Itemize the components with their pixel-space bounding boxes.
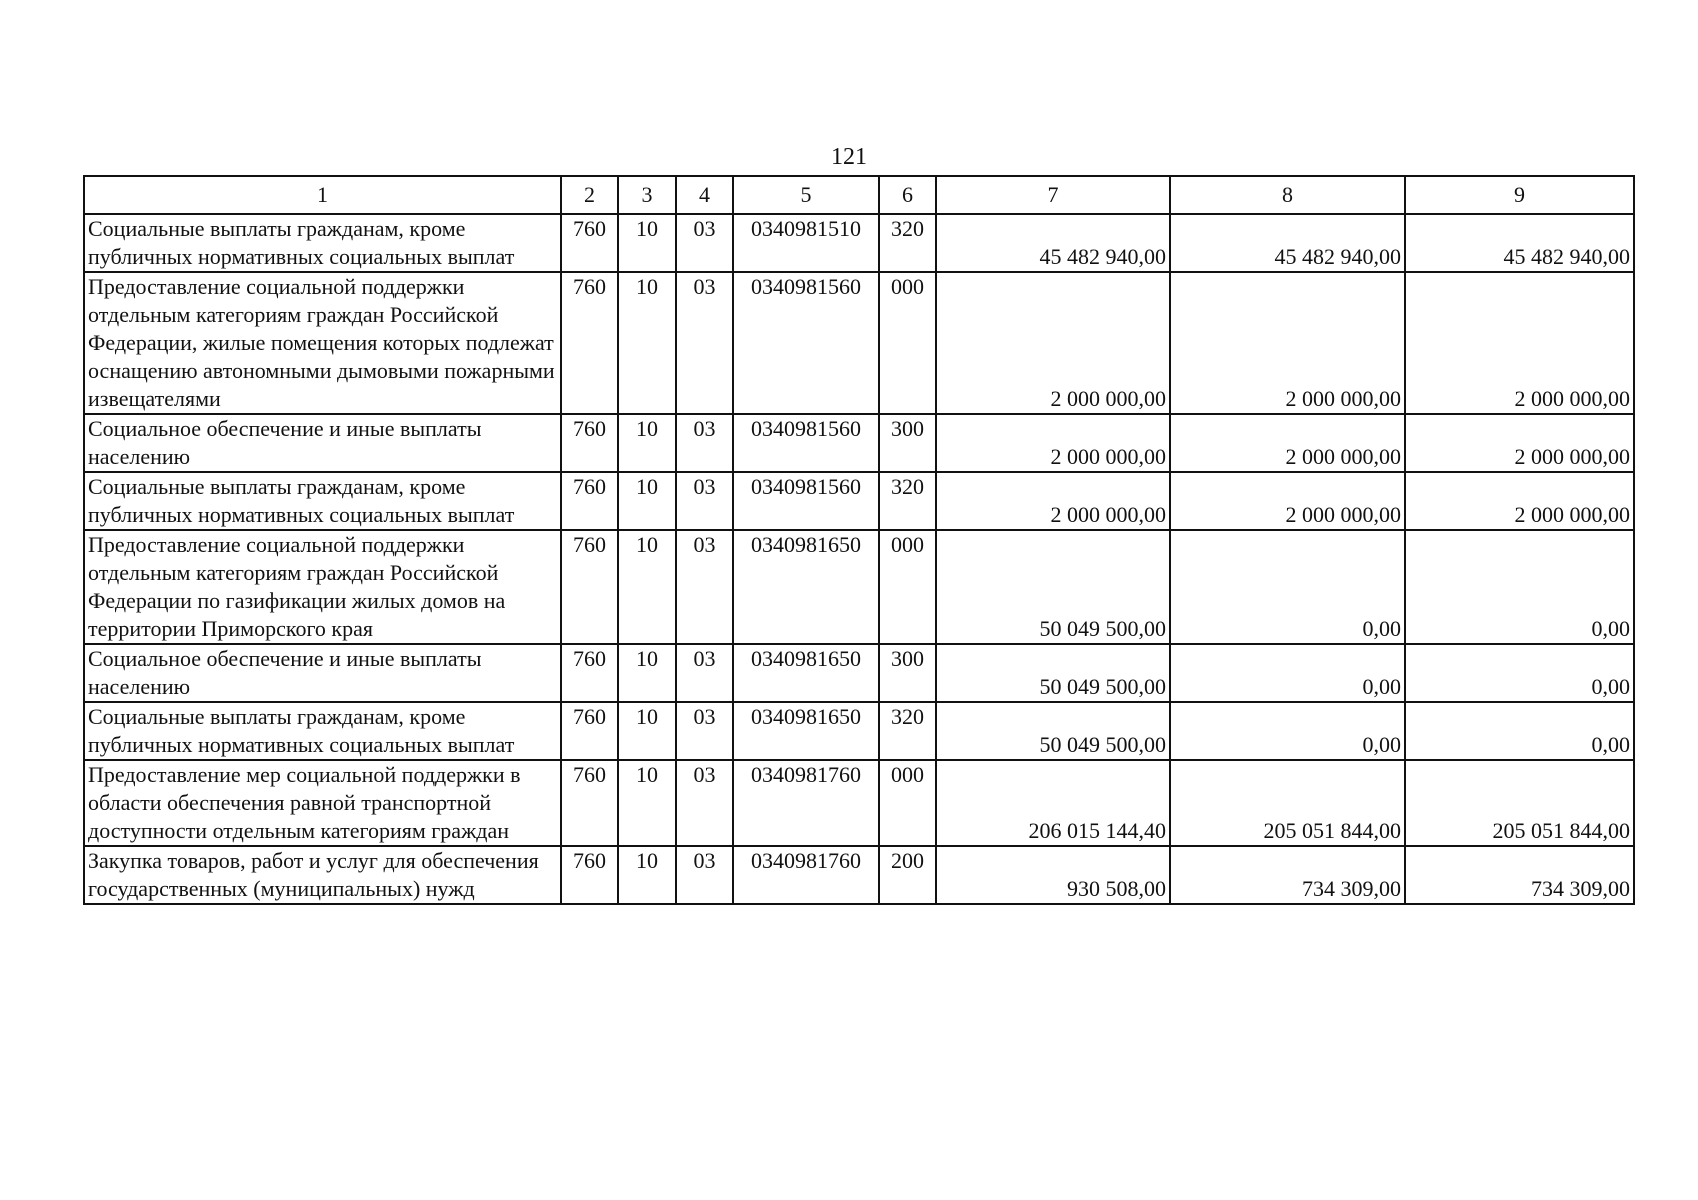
code-cell-6: 000 xyxy=(879,760,936,846)
table-row xyxy=(84,530,1634,644)
amount-cell-8: 2 000 000,00 xyxy=(1170,272,1405,414)
header-cell-4: 4 xyxy=(676,176,733,214)
code-cell-3: 10 xyxy=(618,846,676,904)
amount-cell-7: 2 000 000,00 xyxy=(936,272,1170,414)
table-row xyxy=(84,414,1634,472)
code-cell-2: 760 xyxy=(561,846,618,904)
amount-cell-8: 205 051 844,00 xyxy=(1170,760,1405,846)
code-cell-4: 03 xyxy=(676,702,733,760)
row-name-cell: Социальное обеспечение и иные выплаты населению xyxy=(84,414,561,472)
code-cell-2: 760 xyxy=(561,760,618,846)
header-cell-2: 2 xyxy=(561,176,618,214)
code-cell-3: 10 xyxy=(618,760,676,846)
code-cell-4: 03 xyxy=(676,760,733,846)
code-cell-2: 760 xyxy=(561,272,618,414)
table-row xyxy=(84,846,1634,904)
amount-cell-9: 0,00 xyxy=(1405,530,1634,644)
amount-cell-9: 45 482 940,00 xyxy=(1405,214,1634,272)
code-cell-6: 000 xyxy=(879,272,936,414)
table-row xyxy=(84,214,1634,272)
code-cell-5: 0340981560 xyxy=(733,472,879,530)
table-row xyxy=(84,760,1634,846)
code-cell-6: 320 xyxy=(879,472,936,530)
header-cell-7: 7 xyxy=(936,176,1170,214)
code-cell-6: 320 xyxy=(879,214,936,272)
code-cell-6: 300 xyxy=(879,644,936,702)
code-cell-2: 760 xyxy=(561,472,618,530)
table-row xyxy=(84,472,1634,530)
code-cell-5: 0340981760 xyxy=(733,760,879,846)
code-cell-6: 200 xyxy=(879,846,936,904)
amount-cell-8: 2 000 000,00 xyxy=(1170,414,1405,472)
amount-cell-7: 206 015 144,40 xyxy=(936,760,1170,846)
row-name-cell: Социальное обеспечение и иные выплаты населению xyxy=(84,644,561,702)
amount-cell-7: 50 049 500,00 xyxy=(936,644,1170,702)
amount-cell-7: 50 049 500,00 xyxy=(936,702,1170,760)
amount-cell-9: 0,00 xyxy=(1405,702,1634,760)
code-cell-5: 0340981760 xyxy=(733,846,879,904)
code-cell-2: 760 xyxy=(561,644,618,702)
code-cell-2: 760 xyxy=(561,214,618,272)
amount-cell-8: 0,00 xyxy=(1170,530,1405,644)
amount-cell-7: 930 508,00 xyxy=(936,846,1170,904)
row-name-cell: Социальные выплаты гражданам, кроме публичных нормативных социальных выплат xyxy=(84,472,561,530)
row-name-cell: Закупка товаров, работ и услуг для обеспечения государственных (муниципальных) нужд xyxy=(84,846,561,904)
amount-cell-8: 734 309,00 xyxy=(1170,846,1405,904)
code-cell-2: 760 xyxy=(561,702,618,760)
row-name-cell: Социальные выплаты гражданам, кроме публичных нормативных социальных выплат xyxy=(84,702,561,760)
amount-cell-9: 0,00 xyxy=(1405,644,1634,702)
code-cell-2: 760 xyxy=(561,414,618,472)
code-cell-3: 10 xyxy=(618,214,676,272)
code-cell-5: 0340981510 xyxy=(733,214,879,272)
code-cell-4: 03 xyxy=(676,846,733,904)
table-row xyxy=(84,272,1634,414)
row-name-cell: Социальные выплаты гражданам, кроме публичных нормативных социальных выплат xyxy=(84,214,561,272)
code-cell-6: 320 xyxy=(879,702,936,760)
code-cell-6: 000 xyxy=(879,530,936,644)
code-cell-4: 03 xyxy=(676,644,733,702)
code-cell-3: 10 xyxy=(618,414,676,472)
code-cell-3: 10 xyxy=(618,530,676,644)
amount-cell-9: 734 309,00 xyxy=(1405,846,1634,904)
code-cell-5: 0340981650 xyxy=(733,530,879,644)
amount-cell-9: 205 051 844,00 xyxy=(1405,760,1634,846)
code-cell-5: 0340981560 xyxy=(733,414,879,472)
amount-cell-7: 50 049 500,00 xyxy=(936,530,1170,644)
table-row xyxy=(84,644,1634,702)
header-cell-1: 1 xyxy=(84,176,561,214)
amount-cell-8: 45 482 940,00 xyxy=(1170,214,1405,272)
amount-cell-7: 2 000 000,00 xyxy=(936,472,1170,530)
code-cell-4: 03 xyxy=(676,214,733,272)
amount-cell-7: 45 482 940,00 xyxy=(936,214,1170,272)
row-name-cell: Предоставление социальной поддержки отдельным категориям граждан Российской Федерации, жилые помещения которых подлежат оснащению автономными дымовыми пожарными извещателями xyxy=(84,272,561,414)
amount-cell-9: 2 000 000,00 xyxy=(1405,414,1634,472)
table-row xyxy=(84,702,1634,760)
header-cell-8: 8 xyxy=(1170,176,1405,214)
code-cell-5: 0340981650 xyxy=(733,702,879,760)
code-cell-4: 03 xyxy=(676,472,733,530)
code-cell-4: 03 xyxy=(676,530,733,644)
header-cell-5: 5 xyxy=(733,176,879,214)
code-cell-3: 10 xyxy=(618,472,676,530)
amount-cell-9: 2 000 000,00 xyxy=(1405,472,1634,530)
code-cell-4: 03 xyxy=(676,414,733,472)
amount-cell-8: 0,00 xyxy=(1170,702,1405,760)
row-name-cell: Предоставление мер социальной поддержки в области обеспечения равной транспортной доступности отдельным категориям граждан xyxy=(84,760,561,846)
header-cell-9: 9 xyxy=(1405,176,1634,214)
code-cell-4: 03 xyxy=(676,272,733,414)
header-cell-6: 6 xyxy=(879,176,936,214)
code-cell-3: 10 xyxy=(618,702,676,760)
code-cell-2: 760 xyxy=(561,530,618,644)
code-cell-3: 10 xyxy=(618,272,676,414)
code-cell-5: 0340981560 xyxy=(733,272,879,414)
row-name-cell: Предоставление социальной поддержки отдельным категориям граждан Российской Федерации по газификации жилых домов на территории Приморского края xyxy=(84,530,561,644)
amount-cell-7: 2 000 000,00 xyxy=(936,414,1170,472)
code-cell-6: 300 xyxy=(879,414,936,472)
code-cell-3: 10 xyxy=(618,644,676,702)
table-header-row xyxy=(84,176,1634,214)
amount-cell-8: 0,00 xyxy=(1170,644,1405,702)
code-cell-5: 0340981650 xyxy=(733,644,879,702)
page-number: 121 xyxy=(831,144,867,170)
amount-cell-8: 2 000 000,00 xyxy=(1170,472,1405,530)
header-cell-3: 3 xyxy=(618,176,676,214)
amount-cell-9: 2 000 000,00 xyxy=(1405,272,1634,414)
budget-table xyxy=(83,175,1635,905)
